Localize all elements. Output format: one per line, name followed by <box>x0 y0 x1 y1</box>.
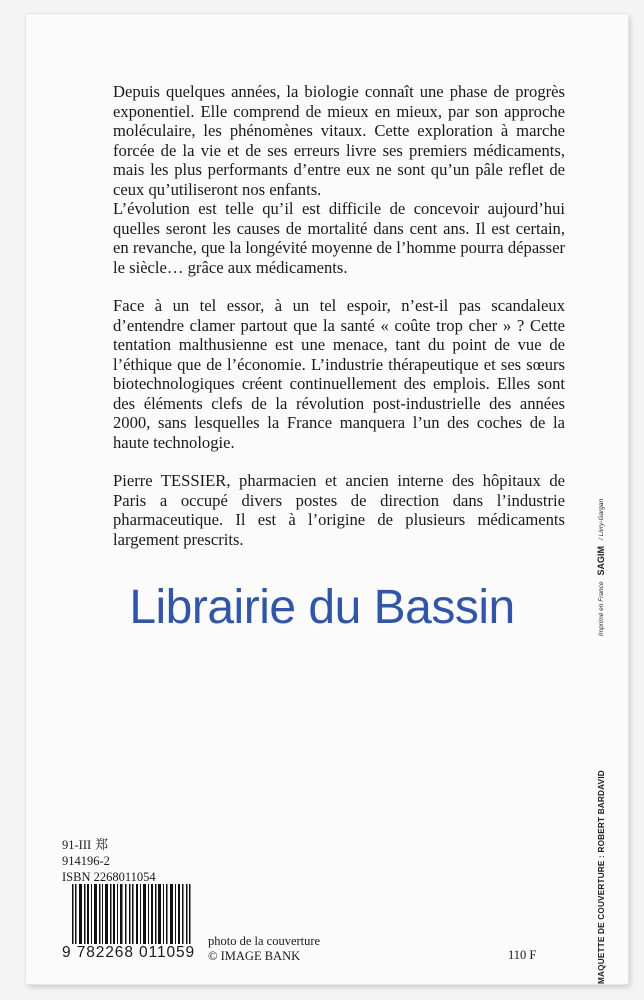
reference-code: 914196-2 <box>62 854 110 868</box>
isbn: ISBN 2268011054 <box>62 870 156 884</box>
blurb-text <box>113 82 565 549</box>
photo-credit <box>208 934 320 964</box>
blurb-paragraph-3: Face à un tel essor, à un tel espoir, n’est-il pas scandaleux d’entendre clamer partout que la santé « coûte trop cher » ? Cette tentation malthusienne est une menace, tant du point de vue de l’éthique que de l’économie. L’industrie thérapeutique et ses sœurs biotechnologiques créent continuellement des emplois. Elles sont des éléments clefs de la révolution post-industrielle des années 2000, sans lesquelles la France manquera l’un des coches de la haute technologie. <box>113 296 565 452</box>
author-bio: Pierre TESSIER, pharmacien et ancien interne des hôpitaux de Paris a occupé divers postes de direction dans l’industrie pharmaceutique. Il est à l’origine de plusieurs médicaments largement prescrits. <box>113 471 565 549</box>
price: 110 F <box>508 948 537 962</box>
blurb-paragraph-1: Depuis quelques années, la biologie connaît une phase de progrès exponentiel. Elle comprend de mieux en mieux, par son approche moléculaire, les phénomènes vitaux. Cette exploration à marche forcée de la vie et de ses erreurs livre ses premiers médicaments, mais les plus performants d’entre eux ne sont qu’un pâle reflet de ceux qu’utiliseront nos enfants. <box>113 82 565 199</box>
barcode-digits: 9 782268 011059 <box>62 944 202 962</box>
printer-place: / Livry-Gargan <box>597 498 605 541</box>
barcode <box>62 884 202 970</box>
photo-credit-line-1: photo de la couverture <box>208 934 321 948</box>
barcode-bars-icon <box>62 884 202 950</box>
printer-credit: Imprimé en France <box>597 581 605 637</box>
spine-credits <box>596 499 606 984</box>
blurb-paragraph-2: L’évolution est telle qu’il est difficile de concevoir aujourd’hui quelles seront les causes de mortalité dans cent ans. Il est certain, en revanche, que la longévité moyenne de l’homme pourra dépasser le siècle… grâce aux médicaments. <box>113 199 565 277</box>
printer-logo: SAGIM <box>596 546 606 576</box>
photo-credit-line-2: © IMAGE BANK <box>208 949 301 963</box>
bookshop-watermark: Librairie du Bassin <box>129 581 515 634</box>
series-code: 91-III <box>62 838 92 852</box>
series-seal-icon: 郑 <box>95 837 109 852</box>
cover-designer-credit: MAQUETTE DE COUVERTURE : ROBERT BARDAVID <box>596 770 606 984</box>
publisher-codes <box>62 837 156 885</box>
series-code-row <box>62 837 156 853</box>
